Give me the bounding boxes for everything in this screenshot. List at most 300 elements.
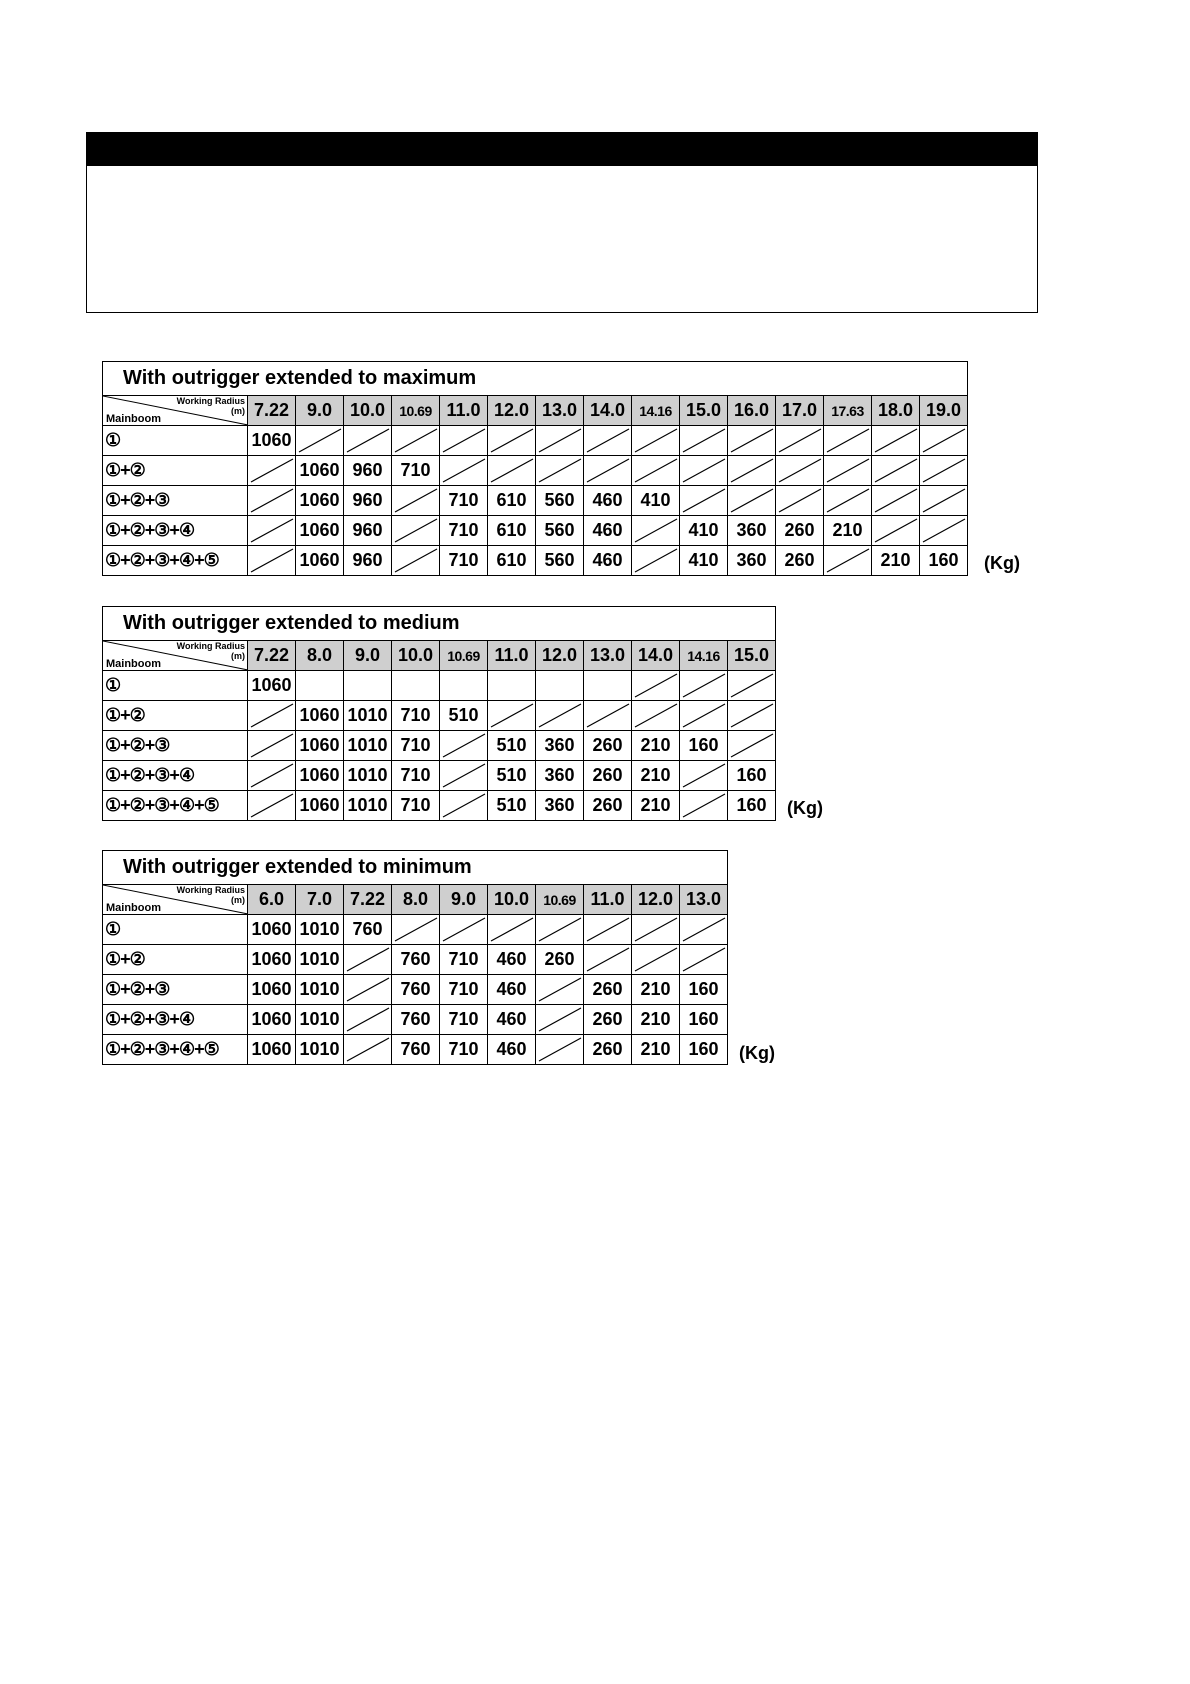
load-value-cell: 560 — [536, 516, 584, 546]
load-value-cell: 1060 — [296, 546, 344, 576]
empty-cell-slash — [440, 426, 487, 455]
load-value-cell: 160 — [680, 1005, 728, 1035]
empty-cell-slash — [344, 1035, 391, 1064]
load-value-cell: 610 — [488, 516, 536, 546]
empty-cell-slash — [440, 456, 487, 485]
empty-cell-slash — [536, 456, 583, 485]
load-value-cell: 510 — [488, 731, 536, 761]
empty-cell-slash — [488, 456, 535, 485]
load-value-cell: 1010 — [296, 1005, 344, 1035]
load-value-cell: 710 — [392, 791, 440, 821]
title-row — [103, 851, 728, 885]
load-value-cell: 710 — [392, 701, 440, 731]
load-value-cell: 1010 — [296, 915, 344, 945]
mainboom-label: Mainboom — [106, 902, 161, 914]
empty-cell-slash — [632, 546, 679, 575]
empty-cell-slash — [632, 671, 679, 700]
header-box — [86, 132, 1038, 313]
empty-cell-slash — [680, 915, 727, 944]
column-header-radius: 10.69 — [536, 885, 584, 915]
empty-cell-slash — [392, 486, 439, 515]
empty-slash-cell — [680, 456, 728, 486]
empty-slash-cell — [728, 671, 776, 701]
working-radius-unit: (m) — [231, 895, 245, 905]
empty-cell-slash — [728, 701, 775, 730]
load-value-cell: 460 — [488, 1005, 536, 1035]
header-row — [103, 641, 776, 671]
header-row — [103, 885, 728, 915]
empty-slash-cell — [344, 1005, 392, 1035]
load-value-cell: 1010 — [344, 761, 392, 791]
blank-cell — [536, 671, 584, 701]
load-table-maximum — [102, 361, 968, 576]
load-value-cell: 610 — [488, 486, 536, 516]
load-value-cell: 260 — [584, 791, 632, 821]
column-header-radius: 14.0 — [632, 641, 680, 671]
empty-cell-slash — [392, 426, 439, 455]
load-value-cell: 510 — [440, 701, 488, 731]
load-chart-maximum — [102, 361, 968, 576]
empty-slash-cell — [296, 426, 344, 456]
column-header-radius: 9.0 — [344, 641, 392, 671]
load-value-cell: 210 — [632, 975, 680, 1005]
empty-slash-cell — [248, 456, 296, 486]
empty-slash-cell — [584, 426, 632, 456]
empty-slash-cell — [680, 486, 728, 516]
load-value-cell: 1010 — [296, 975, 344, 1005]
load-value-cell: 360 — [536, 761, 584, 791]
boom-section-label: ① — [103, 915, 248, 945]
load-value-cell: 1060 — [248, 915, 296, 945]
empty-slash-cell — [344, 945, 392, 975]
load-value-cell: 960 — [344, 456, 392, 486]
load-value-cell: 410 — [680, 546, 728, 576]
table-row — [103, 671, 776, 701]
empty-slash-cell — [536, 1005, 584, 1035]
empty-slash-cell — [440, 761, 488, 791]
empty-cell-slash — [248, 701, 295, 730]
empty-cell-slash — [440, 915, 487, 944]
unit-label-medium: (Kg) — [787, 798, 823, 818]
load-value-cell: 710 — [392, 731, 440, 761]
load-value-cell: 210 — [632, 761, 680, 791]
load-value-cell: 1010 — [296, 945, 344, 975]
empty-cell-slash — [488, 701, 535, 730]
empty-slash-cell — [632, 516, 680, 546]
empty-cell-slash — [248, 546, 295, 575]
load-value-cell: 360 — [728, 516, 776, 546]
empty-cell-slash — [344, 975, 391, 1004]
empty-cell-slash — [584, 915, 631, 944]
column-header-radius: 8.0 — [392, 885, 440, 915]
load-value-cell: 710 — [440, 1035, 488, 1065]
empty-cell-slash — [824, 546, 871, 575]
header-bar — [87, 133, 1037, 166]
empty-slash-cell — [872, 486, 920, 516]
column-header-radius: 16.0 — [728, 396, 776, 426]
empty-cell-slash — [632, 456, 679, 485]
load-value-cell: 260 — [776, 516, 824, 546]
boom-section-label: ①+②+③+④+⑤ — [103, 791, 248, 821]
table-row — [103, 1035, 728, 1065]
empty-cell-slash — [632, 701, 679, 730]
empty-slash-cell — [536, 975, 584, 1005]
load-value-cell: 1060 — [296, 456, 344, 486]
column-header-radius: 17.0 — [776, 396, 824, 426]
load-value-cell: 760 — [392, 945, 440, 975]
load-value-cell: 160 — [680, 731, 728, 761]
empty-slash-cell — [824, 486, 872, 516]
load-value-cell: 260 — [584, 1005, 632, 1035]
load-value-cell: 1060 — [248, 426, 296, 456]
empty-cell-slash — [248, 791, 295, 820]
load-value-cell: 210 — [632, 1005, 680, 1035]
table-row — [103, 701, 776, 731]
empty-slash-cell — [248, 516, 296, 546]
empty-cell-slash — [344, 1005, 391, 1034]
load-chart-minimum — [102, 850, 728, 1065]
load-value-cell: 260 — [584, 761, 632, 791]
empty-slash-cell — [488, 456, 536, 486]
header-corner-cell — [103, 885, 248, 915]
load-value-cell: 210 — [632, 731, 680, 761]
load-value-cell: 760 — [392, 1035, 440, 1065]
boom-section-label: ①+②+③+④+⑤ — [103, 546, 248, 576]
column-header-radius: 15.0 — [680, 396, 728, 426]
boom-section-label: ①+② — [103, 945, 248, 975]
column-header-radius: 18.0 — [872, 396, 920, 426]
empty-cell-slash — [632, 915, 679, 944]
table-row — [103, 791, 776, 821]
load-value-cell: 960 — [344, 486, 392, 516]
working-radius-label — [177, 396, 245, 416]
load-value-cell: 1060 — [296, 486, 344, 516]
working-radius-text: Working Radius — [176, 885, 245, 895]
blank-cell — [296, 671, 344, 701]
empty-cell-slash — [920, 426, 967, 455]
load-value-cell: 260 — [584, 731, 632, 761]
empty-slash-cell — [728, 486, 776, 516]
empty-slash-cell — [584, 915, 632, 945]
working-radius-unit: (m) — [231, 651, 245, 661]
load-value-cell: 1060 — [248, 671, 296, 701]
empty-slash-cell — [584, 456, 632, 486]
empty-cell-slash — [584, 426, 631, 455]
empty-cell-slash — [872, 426, 919, 455]
load-value-cell: 410 — [632, 486, 680, 516]
empty-cell-slash — [680, 456, 727, 485]
boom-section-label: ①+②+③+④+⑤ — [103, 1035, 248, 1065]
empty-slash-cell — [248, 701, 296, 731]
column-header-radius: 13.0 — [680, 885, 728, 915]
load-value-cell: 160 — [728, 761, 776, 791]
empty-cell-slash — [488, 426, 535, 455]
load-value-cell: 710 — [440, 945, 488, 975]
empty-slash-cell — [392, 486, 440, 516]
empty-slash-cell — [248, 791, 296, 821]
load-value-cell: 210 — [872, 546, 920, 576]
empty-cell-slash — [680, 701, 727, 730]
empty-cell-slash — [680, 791, 727, 820]
empty-cell-slash — [584, 701, 631, 730]
empty-cell-slash — [536, 975, 583, 1004]
empty-slash-cell — [632, 945, 680, 975]
column-header-radius: 14.0 — [584, 396, 632, 426]
empty-cell-slash — [248, 516, 295, 545]
column-header-radius: 11.0 — [440, 396, 488, 426]
load-value-cell: 1060 — [248, 975, 296, 1005]
empty-slash-cell — [344, 1035, 392, 1065]
load-value-cell: 160 — [920, 546, 968, 576]
empty-cell-slash — [296, 426, 343, 455]
load-value-cell: 410 — [680, 516, 728, 546]
empty-cell-slash — [920, 516, 967, 545]
load-value-cell: 710 — [440, 975, 488, 1005]
empty-cell-slash — [920, 486, 967, 515]
empty-slash-cell — [392, 426, 440, 456]
empty-cell-slash — [632, 945, 679, 974]
load-value-cell: 1060 — [248, 945, 296, 975]
boom-section-label: ①+②+③ — [103, 731, 248, 761]
load-value-cell: 760 — [392, 975, 440, 1005]
working-radius-label — [177, 641, 245, 661]
empty-cell-slash — [248, 731, 295, 760]
empty-slash-cell — [392, 516, 440, 546]
empty-cell-slash — [440, 791, 487, 820]
empty-slash-cell — [728, 701, 776, 731]
empty-slash-cell — [920, 426, 968, 456]
blank-cell — [488, 671, 536, 701]
column-header-radius: 17.63 — [824, 396, 872, 426]
column-header-radius: 19.0 — [920, 396, 968, 426]
load-value-cell: 360 — [728, 546, 776, 576]
load-value-cell: 610 — [488, 546, 536, 576]
working-radius-text: Working Radius — [176, 641, 245, 651]
mainboom-label: Mainboom — [106, 413, 161, 425]
empty-slash-cell — [776, 456, 824, 486]
empty-slash-cell — [824, 426, 872, 456]
empty-slash-cell — [488, 426, 536, 456]
load-value-cell: 360 — [536, 791, 584, 821]
empty-cell-slash — [392, 915, 439, 944]
empty-cell-slash — [872, 486, 919, 515]
column-header-radius: 6.0 — [248, 885, 296, 915]
empty-cell-slash — [632, 426, 679, 455]
empty-cell-slash — [728, 426, 775, 455]
empty-cell-slash — [488, 915, 535, 944]
empty-slash-cell — [344, 426, 392, 456]
empty-cell-slash — [824, 456, 871, 485]
empty-slash-cell — [248, 731, 296, 761]
load-value-cell: 460 — [584, 546, 632, 576]
load-value-cell: 710 — [440, 516, 488, 546]
column-header-radius: 13.0 — [536, 396, 584, 426]
empty-slash-cell — [392, 915, 440, 945]
boom-section-label: ① — [103, 671, 248, 701]
empty-slash-cell — [488, 701, 536, 731]
empty-cell-slash — [728, 671, 775, 700]
empty-cell-slash — [248, 456, 295, 485]
load-value-cell: 710 — [440, 546, 488, 576]
empty-cell-slash — [824, 426, 871, 455]
empty-cell-slash — [536, 1005, 583, 1034]
load-value-cell: 210 — [632, 791, 680, 821]
column-header-radius: 10.0 — [344, 396, 392, 426]
empty-slash-cell — [680, 945, 728, 975]
empty-cell-slash — [536, 701, 583, 730]
load-value-cell: 1010 — [344, 731, 392, 761]
column-header-radius: 10.69 — [392, 396, 440, 426]
blank-cell — [392, 671, 440, 701]
load-value-cell: 1060 — [296, 731, 344, 761]
empty-cell-slash — [728, 731, 775, 760]
empty-slash-cell — [632, 701, 680, 731]
empty-slash-cell — [344, 975, 392, 1005]
load-value-cell: 360 — [536, 731, 584, 761]
mainboom-label: Mainboom — [106, 658, 161, 670]
header-row — [103, 396, 968, 426]
boom-section-label: ①+② — [103, 456, 248, 486]
blank-cell — [440, 671, 488, 701]
empty-slash-cell — [920, 516, 968, 546]
empty-cell-slash — [536, 1035, 583, 1064]
boom-section-label: ①+②+③+④ — [103, 761, 248, 791]
title-row — [103, 607, 776, 641]
empty-cell-slash — [248, 486, 295, 515]
column-header-radius: 7.22 — [248, 396, 296, 426]
column-header-radius: 9.0 — [296, 396, 344, 426]
empty-slash-cell — [248, 546, 296, 576]
empty-slash-cell — [536, 1035, 584, 1065]
header-corner-cell — [103, 396, 248, 426]
load-value-cell: 710 — [440, 486, 488, 516]
column-header-radius: 10.69 — [440, 641, 488, 671]
empty-slash-cell — [872, 456, 920, 486]
empty-slash-cell — [440, 791, 488, 821]
unit-label-maximum: (Kg) — [984, 553, 1020, 573]
column-header-radius: 7.0 — [296, 885, 344, 915]
load-table-medium — [102, 606, 776, 821]
empty-cell-slash — [632, 516, 679, 545]
working-radius-text: Working Radius — [176, 396, 245, 406]
empty-slash-cell — [632, 426, 680, 456]
empty-cell-slash — [344, 426, 391, 455]
chart-title: With outrigger extended to medium — [103, 607, 776, 641]
empty-cell-slash — [776, 426, 823, 455]
empty-cell-slash — [248, 761, 295, 790]
empty-slash-cell — [584, 945, 632, 975]
table-row — [103, 486, 968, 516]
empty-slash-cell — [680, 701, 728, 731]
empty-slash-cell — [728, 731, 776, 761]
boom-section-label: ①+②+③+④ — [103, 516, 248, 546]
empty-slash-cell — [920, 456, 968, 486]
empty-slash-cell — [632, 546, 680, 576]
boom-section-label: ①+②+③+④ — [103, 1005, 248, 1035]
empty-slash-cell — [920, 486, 968, 516]
empty-cell-slash — [872, 456, 919, 485]
column-header-radius: 12.0 — [488, 396, 536, 426]
table-row — [103, 915, 728, 945]
column-header-radius: 7.22 — [248, 641, 296, 671]
table-row — [103, 975, 728, 1005]
load-value-cell: 460 — [584, 516, 632, 546]
empty-cell-slash — [584, 945, 631, 974]
empty-cell-slash — [680, 671, 727, 700]
load-value-cell: 560 — [536, 546, 584, 576]
load-value-cell: 160 — [728, 791, 776, 821]
empty-cell-slash — [776, 486, 823, 515]
column-header-radius: 9.0 — [440, 885, 488, 915]
load-value-cell: 160 — [680, 1035, 728, 1065]
load-value-cell: 260 — [776, 546, 824, 576]
empty-slash-cell — [392, 546, 440, 576]
load-value-cell: 1060 — [296, 701, 344, 731]
load-value-cell: 710 — [392, 456, 440, 486]
empty-slash-cell — [536, 701, 584, 731]
empty-slash-cell — [680, 761, 728, 791]
empty-slash-cell — [536, 456, 584, 486]
column-header-radius: 7.22 — [344, 885, 392, 915]
load-value-cell: 760 — [344, 915, 392, 945]
column-header-radius: 11.0 — [488, 641, 536, 671]
load-value-cell: 210 — [824, 516, 872, 546]
load-value-cell: 160 — [680, 975, 728, 1005]
empty-slash-cell — [776, 426, 824, 456]
empty-slash-cell — [680, 426, 728, 456]
load-value-cell: 1060 — [296, 761, 344, 791]
boom-section-label: ①+② — [103, 701, 248, 731]
table-row — [103, 516, 968, 546]
load-value-cell: 710 — [440, 1005, 488, 1035]
empty-cell-slash — [776, 456, 823, 485]
boom-section-label: ①+②+③ — [103, 975, 248, 1005]
empty-cell-slash — [728, 486, 775, 515]
load-value-cell: 260 — [584, 975, 632, 1005]
load-value-cell: 1010 — [296, 1035, 344, 1065]
load-value-cell: 1060 — [248, 1035, 296, 1065]
empty-cell-slash — [392, 546, 439, 575]
empty-slash-cell — [248, 486, 296, 516]
table-row — [103, 761, 776, 791]
load-value-cell: 260 — [536, 945, 584, 975]
table-row — [103, 731, 776, 761]
empty-slash-cell — [680, 791, 728, 821]
load-value-cell: 460 — [488, 975, 536, 1005]
load-value-cell: 510 — [488, 791, 536, 821]
empty-slash-cell — [536, 915, 584, 945]
table-row — [103, 546, 968, 576]
empty-cell-slash — [680, 426, 727, 455]
empty-slash-cell — [248, 761, 296, 791]
header-corner-cell — [103, 641, 248, 671]
table-row — [103, 945, 728, 975]
empty-cell-slash — [680, 945, 727, 974]
column-header-radius: 12.0 — [632, 885, 680, 915]
load-value-cell: 460 — [488, 1035, 536, 1065]
boom-section-label: ① — [103, 426, 248, 456]
column-header-radius: 14.16 — [632, 396, 680, 426]
empty-cell-slash — [680, 761, 727, 790]
load-value-cell: 560 — [536, 486, 584, 516]
column-header-radius: 13.0 — [584, 641, 632, 671]
empty-slash-cell — [776, 486, 824, 516]
empty-slash-cell — [440, 426, 488, 456]
empty-slash-cell — [632, 671, 680, 701]
load-value-cell: 260 — [584, 1035, 632, 1065]
load-value-cell: 760 — [392, 1005, 440, 1035]
empty-cell-slash — [392, 516, 439, 545]
